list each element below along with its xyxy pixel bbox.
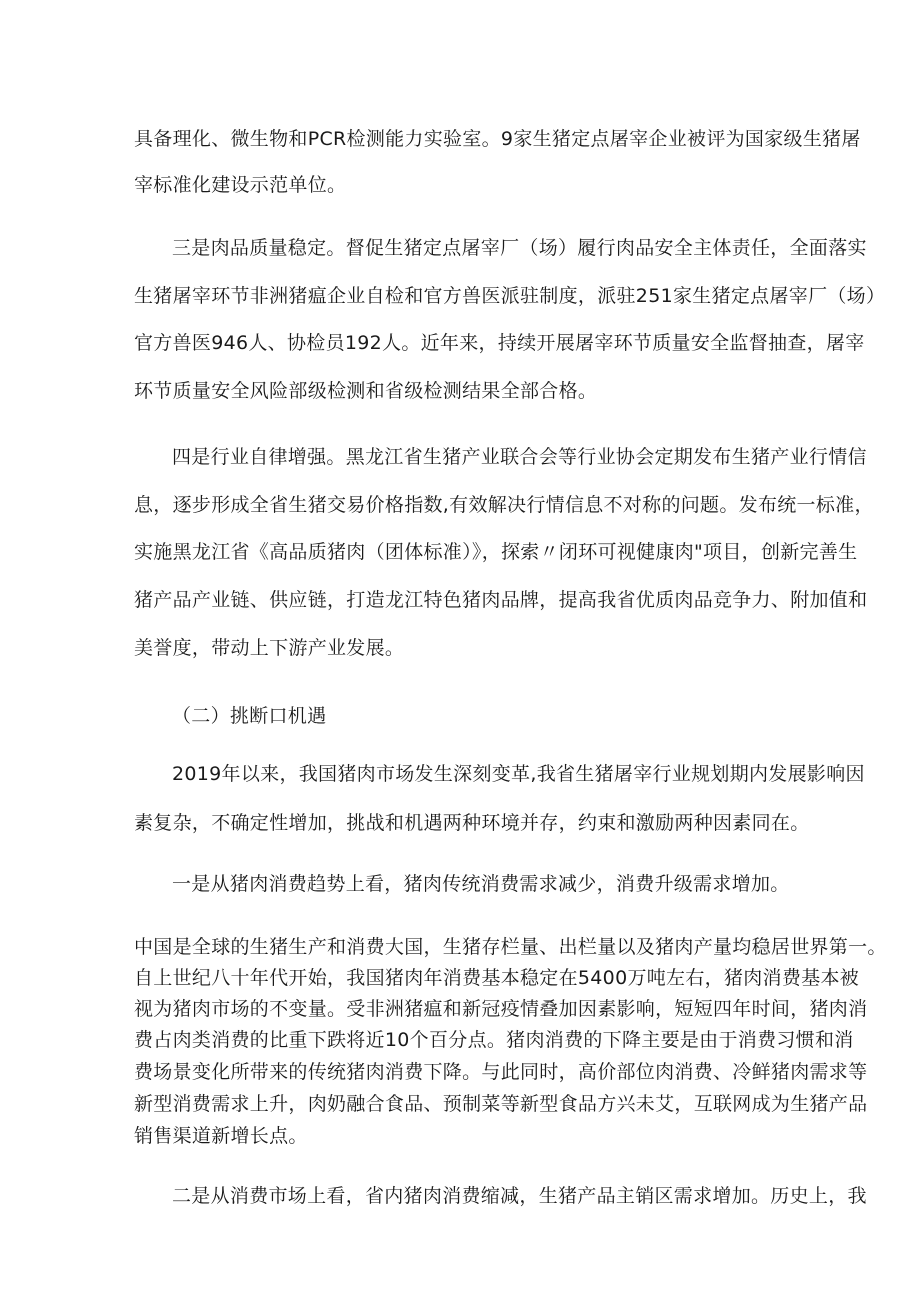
paragraph-line: 中国是全球的生猪生产和消费大国，生猪存栏量、出栏量以及猪肉产量均稳居世界第一。: [134, 936, 887, 958]
paragraph-line: 猪产品产业链、供应链，打造龙江特色猪肉品牌，提高我省优质肉品竞争力、附加值和: [134, 589, 868, 611]
paragraph-line: 息，逐步形成全省生猪交易价格指数,有效解决行情信息不对称的问题。发布统一标准，: [134, 494, 874, 516]
paragraph-line: 美誉度，带动上下游产业发展。: [134, 637, 405, 659]
paragraph-line: 具备理化、微生物和PCR检测能力实验室。9家生猪定点屠宰企业被评为国家级生猪屠: [134, 128, 861, 150]
paragraph-line: 费场景变化所带来的传统猪肉消费下降。与此同时，高价部位肉消费、冷鲜猪肉需求等: [134, 1061, 868, 1083]
paragraph-line: 一是从猪肉消费趋势上看，猪肉传统消费需求减少，消费升级需求增加。: [172, 873, 790, 895]
paragraph-line: 自上世纪八十年代开始，我国猪肉年消费基本稳定在5400万吨左右，猪肉消费基本被: [134, 967, 860, 989]
paragraph-line: 视为猪肉市场的不变量。受非洲猪瘟和新冠疫情叠加因素影响，短短四年时间，猪肉消: [134, 998, 868, 1020]
paragraph-line: 三是肉品质量稳定。督促生猪定点屠宰厂（场）履行肉品安全主体责任，全面落实: [172, 237, 867, 259]
paragraph-line: 2019年以来，我国猪肉市场发生深刻变革,我省生猪屠宰行业规划期内发展影响因: [172, 763, 865, 785]
paragraph-line: 销售渠道新增长点。: [134, 1125, 308, 1147]
paragraph-line: 新型消费需求上升，肉奶融合食品、预制菜等新型食品方兴未艾，互联网成为生猪产品: [134, 1093, 868, 1115]
paragraph-line: 生猪屠宰环节非洲猪瘟企业自检和官方兽医派驻制度，派驻251家生猪定点屠宰厂（场）: [134, 285, 886, 307]
paragraph-line: 四是行业自律增强。黑龙江省生猪产业联合会等行业协会定期发布生猪产业行情信: [172, 446, 867, 468]
section-heading: （二）挑断口机遇: [172, 705, 327, 727]
paragraph-line: 实施黑龙江省《高品质猪肉（团体标准）》，探索〃闭环可视健康肉"项目，创新完善生: [134, 541, 858, 563]
paragraph-line: 费占肉类消费的比重下跌将近10个百分点。猪肉消费的下降主要是由于消费习惯和消: [134, 1029, 854, 1051]
paragraph-line: 素复杂，不确定性增加，挑战和机遇两种环境并存，约束和激励两种因素同在。: [134, 812, 810, 834]
paragraph-line: 宰标准化建设示范单位。: [134, 174, 347, 196]
paragraph-line: 二是从消费市场上看，省内猪肉消费缩减，生猪产品主销区需求增加。历史上，我: [172, 1185, 867, 1207]
paragraph-line: 官方兽医946人、协检员192人。近年来，持续开展屠宰环节质量安全监督抽查，屠宰: [134, 332, 865, 354]
paragraph-line: 环节质量安全风险部级检测和省级检测结果全部合格。: [134, 380, 598, 402]
